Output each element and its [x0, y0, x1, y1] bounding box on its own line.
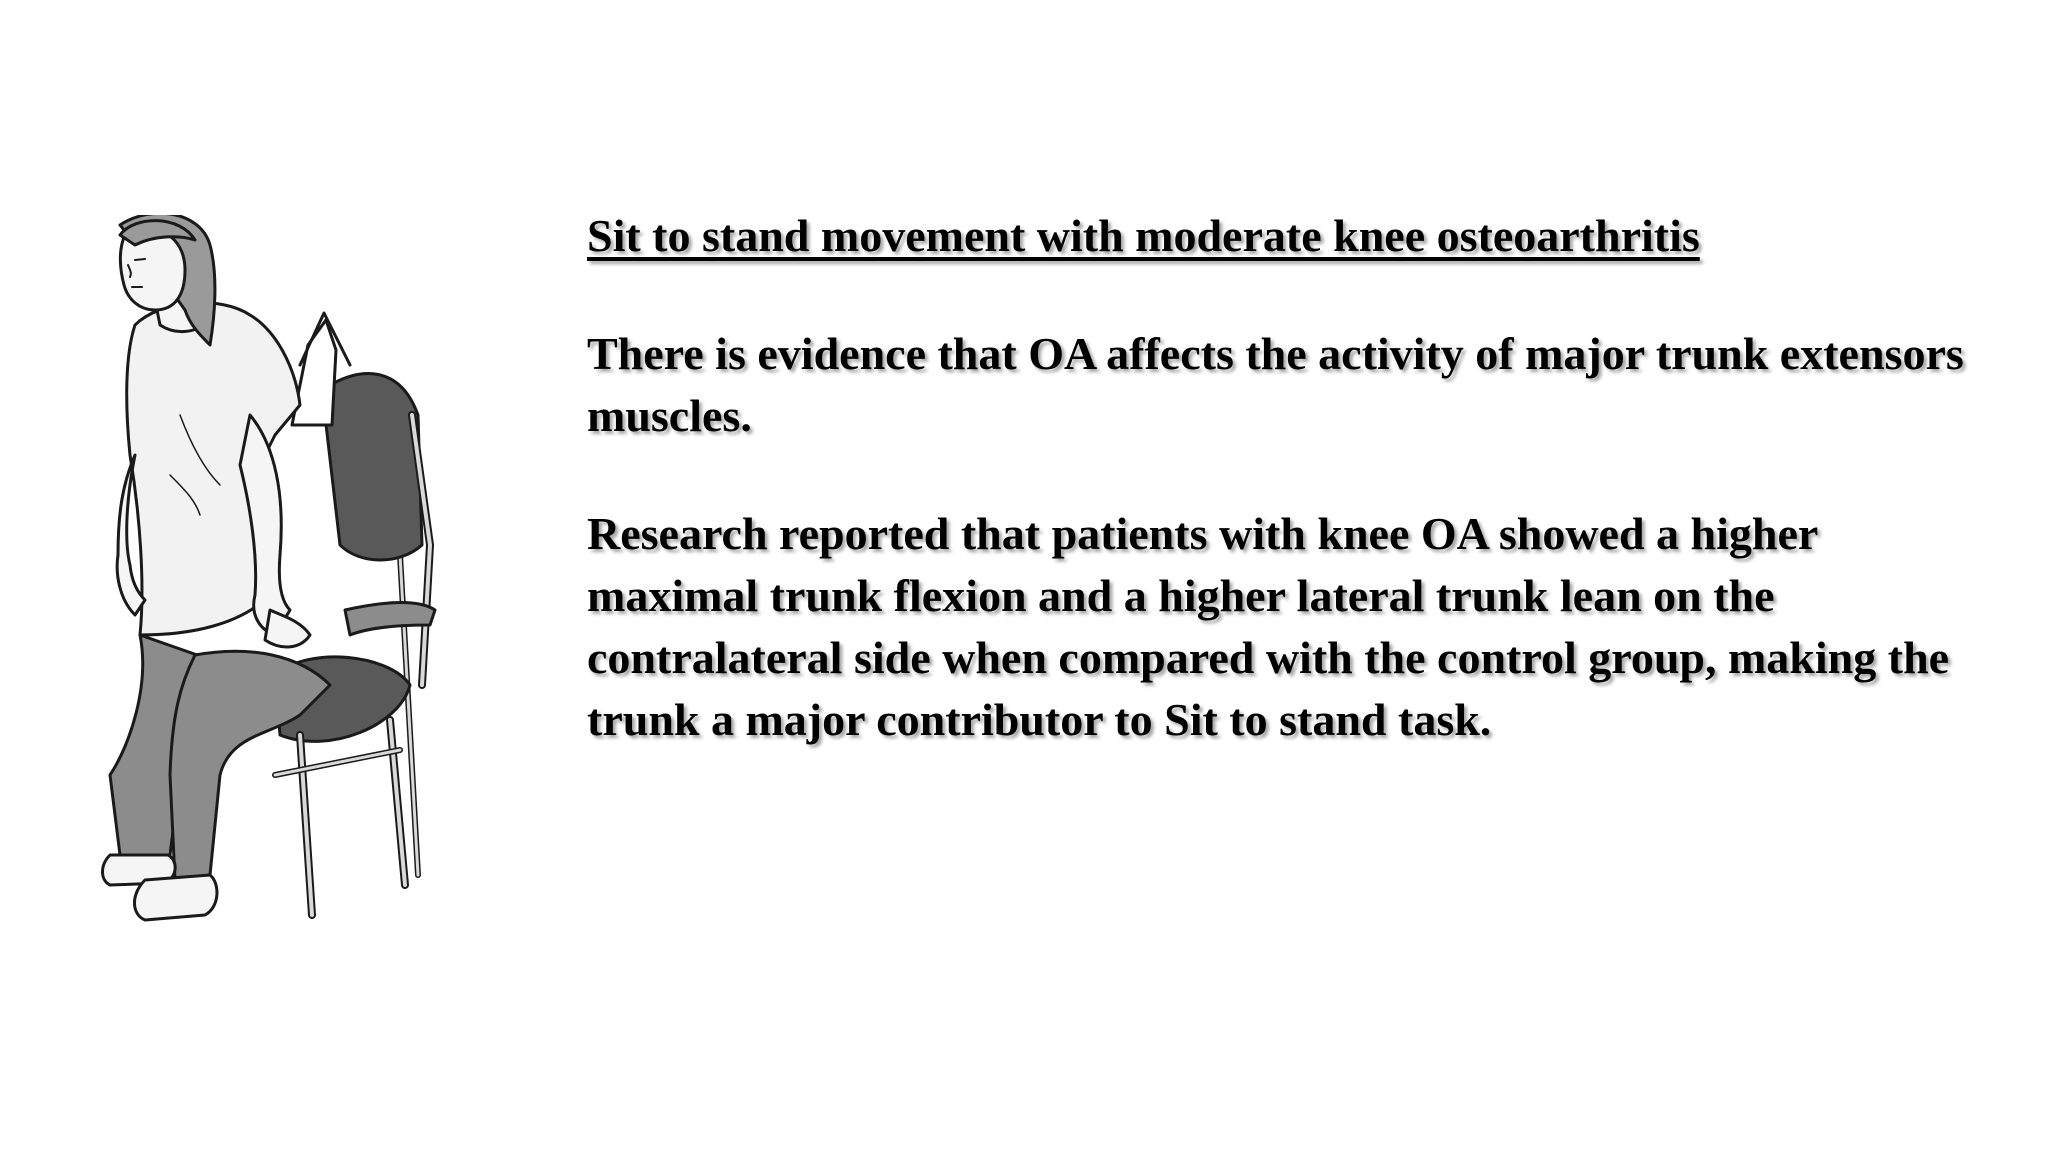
paragraph-research-findings: Research reported that patients with knee OA showed a higher maximal trunk flexion and a higher lateral trunk lean on the contralateral side when compared with the control group, making the trunk a major contributor to Sit to stand task. [587, 508, 1950, 745]
sit-to-stand-figure-icon [100, 215, 460, 975]
paragraph-trunk-extensors: There is evidence that OA affects the activity of major trunk extensors muscles. [587, 328, 1964, 441]
slide-heading: Sit to stand movement with moderate knee osteoarthritis [587, 210, 1700, 261]
text-content [587, 205, 1987, 751]
sit-to-stand-illustration [100, 215, 460, 975]
